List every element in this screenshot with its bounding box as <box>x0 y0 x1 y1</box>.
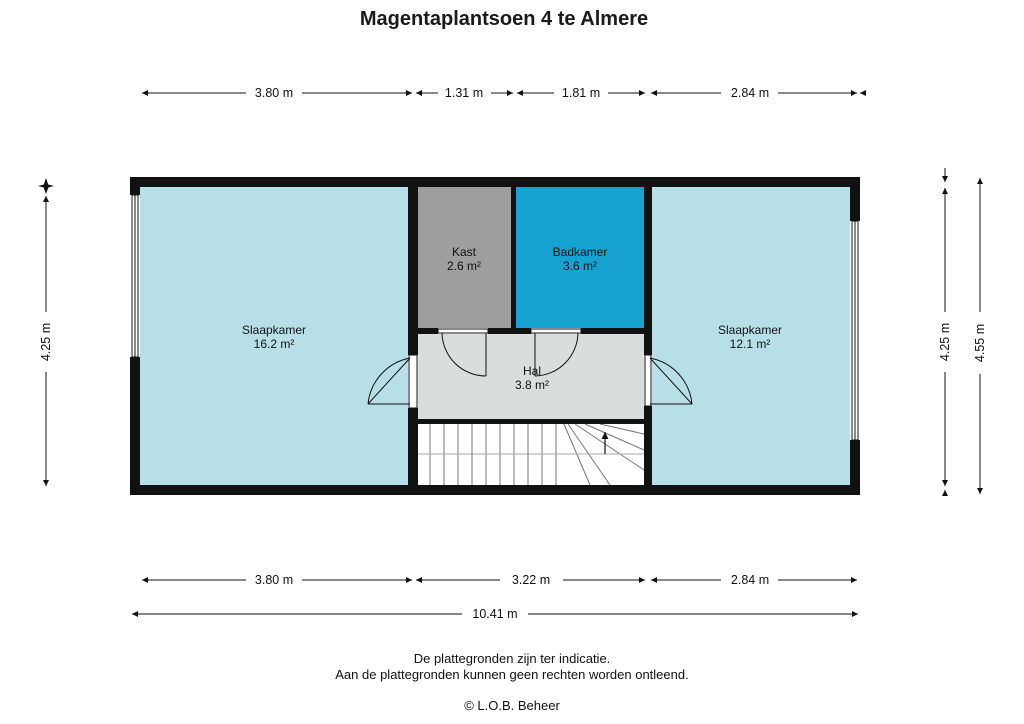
room-label-hall: Hal <box>522 364 542 378</box>
room-area-bedroom-right: 12.1 m² <box>729 337 771 351</box>
dim-total: 10.41 m <box>472 607 518 621</box>
disclaimer <box>0 651 1024 683</box>
dim-bottom-3: 2.84 m <box>730 573 770 587</box>
room-area-bedroom-left: 16.2 m² <box>253 337 295 351</box>
dim-bottom-1: 3.80 m <box>254 573 294 587</box>
disclaimer-line-1: De plattegronden zijn ter indicatie. <box>413 651 611 666</box>
dim-top-4: 2.84 m <box>730 86 770 100</box>
north-arrow-icon <box>38 178 54 194</box>
dim-left: 4.25 m <box>39 322 53 362</box>
room-label-bedroom-left: Slaapkamer <box>241 323 307 337</box>
room-area-hall: 3.8 m² <box>514 378 550 392</box>
dim-top-2: 1.31 m <box>444 86 484 100</box>
disclaimer-line-2: Aan de plattegronden kunnen geen rechten worden ontleend. <box>335 667 689 682</box>
dim-right-outer: 4.55 m <box>973 323 987 363</box>
dim-right-inner: 4.25 m <box>938 322 952 362</box>
copyright: © L.O.B. Beheer <box>464 698 560 713</box>
dim-top-3: 1.81 m <box>561 86 601 100</box>
room-area-bathroom: 3.6 m² <box>562 259 598 273</box>
room-area-closet: 2.6 m² <box>446 259 482 273</box>
dim-bottom-2: 3.22 m <box>511 573 551 587</box>
plan-title: Magentaplantsoen 4 te Almere <box>359 8 649 30</box>
room-label-closet: Kast <box>451 245 477 259</box>
dim-top-1: 3.80 m <box>254 86 294 100</box>
room-label-bathroom: Badkamer <box>552 245 608 259</box>
room-label-bedroom-right: Slaapkamer <box>717 323 783 337</box>
